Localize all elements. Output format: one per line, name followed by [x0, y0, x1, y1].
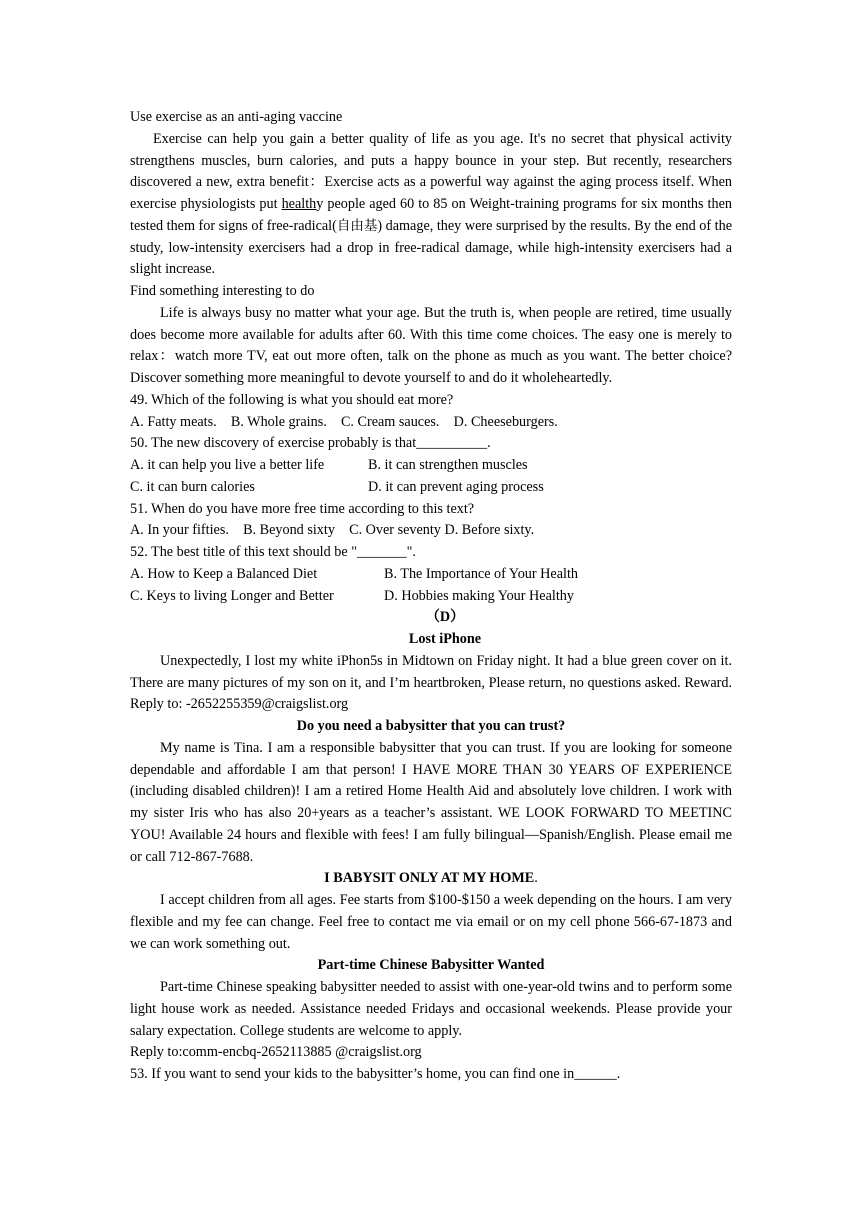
question-51-options: A. In your fifties. B. Beyond sixty C. Over seventy D. Before sixty. [130, 522, 535, 539]
part-d-label: （D） [425, 609, 465, 626]
ad-babysitter-trust-body: My name is Tina. I am a responsible babysitter that you can trust. If you are looking for someone dependable and affordable I am that person! I HAVE MORE THAN 30 YEARS OF EXPERIENCE (including disabled children)! I am a retired Home Health Aid and absolutely love children. I work with my sister Iris who has also 20+years as a teacher’s assistant. WE LOOK FORWARD TO MEETINC YOU! Available 24 hours and flexible with fees! I am fully bilingual—Spanish/English. Please email me or call 712-867-7688. [130, 739, 732, 865]
healthy-underlined: health [281, 196, 317, 212]
question-53-stem: 53. If you want to send your kids to the babysitter’s home, you can find one in______. [130, 1066, 621, 1082]
question-52-option-b: B. The Importance of Your Health [384, 565, 578, 582]
ad-babysit-home-body: I accept children from all ages. Fee starts from $100-$150 a week depending on the hours. I am very flexible and my fee can change. Feel free to contact me via email or on my cell phone 566-67-1873 and we can work something out. [130, 892, 732, 952]
question-52-option-a: A. How to Keep a Balanced Diet [130, 565, 318, 582]
question-49-options: A. Fatty meats. B. Whole grains. C. Cream sauces. D. Cheeseburgers. [130, 413, 558, 430]
ad-lost-iphone-title: Lost iPhone [408, 631, 482, 647]
question-50-options-row2 [130, 477, 732, 499]
paragraph-vaccine-part1: Exercise can help you gain a better quality of life as you age. It's no secret that physical activity strengthens muscles, burn calories, and puts a happy bounce in your step. But recently, researchers discovered a new, extra benefit：Exercise acts as a powerful way against the aging process itself. When exercise physiologists put [130, 130, 732, 212]
question-50-option-a: A. it can help you live a better life [130, 457, 325, 473]
ad-babysit-home-title-line [130, 868, 732, 890]
paragraph-interesting: Life is always busy no matter what your age. But the truth is, when people are retired, time usually does become more available for adults after 60. With this time come choices. The easy one is merely to relax：watch more TV, eat out more often, talk on the phone as much as you want. The better choice? Discover something more meaningful to devote yourself to and do it wholeheartedly. [130, 304, 732, 386]
question-50-stem: 50. The new discovery of exercise probably is that__________. [130, 435, 491, 452]
ad-chinese-babysitter-title: Part-time Chinese Babysitter Wanted [317, 957, 545, 974]
section-heading-vaccine: Use exercise as an anti-aging vaccine [130, 109, 343, 125]
question-52-options-row1 [130, 564, 732, 586]
paragraph-vaccine-part2: y people aged 60 to 85 on Weight-training programs for six months then tested them for signs of free-radical( [130, 196, 732, 234]
section-heading-interesting: Find something interesting to do [130, 283, 315, 299]
chinese-term: 自由基 [336, 217, 378, 234]
ad-babysit-home-title: I BABYSIT ONLY AT MY HOME [324, 870, 535, 887]
question-50-option-c: C. it can burn calories [130, 478, 255, 495]
question-50-option-b: B. it can strengthen muscles [368, 457, 528, 473]
question-52-option-c: C. Keys to living Longer and Better [130, 587, 334, 604]
ad-babysitter-trust-title: Do you need a babysitter that you can trust? [296, 718, 566, 734]
ad-chinese-babysitter-reply: Reply to:comm-encbq-2652113885 @craigslist.org [130, 1044, 422, 1061]
question-49-stem: 49. Which of the following is what you should eat more? [130, 391, 454, 408]
question-51-stem: 51. When do you have more free time according to this text? [130, 500, 475, 517]
paragraph-vaccine [130, 129, 732, 281]
question-50-options-row1 [130, 455, 732, 477]
ad-lost-iphone-body: Unexpectedly, I lost my white iPhon5s in Midtown on Friday night. It had a blue green cover on it. There are many pictures of my son on it, and I’m heartbroken, Please return, no questions asked. Reward. Reply to: -2652255359@craigslist.org [130, 652, 732, 713]
ad-chinese-babysitter-body: Part-time Chinese speaking babysitter needed to assist with one-year-old twins and to perform some light house work as needed. Assistance needed Fridays and occasional weekends. Please provide your salary expectation. College students are welcome to apply. [130, 979, 732, 1039]
paragraph-vaccine-part3: ) damage, they were surprised by the results. By the end of the study, low-intensity exercisers had a drop in free-radical damage, while high-intensity exercisers had a slight increase. [130, 217, 732, 278]
document-page [130, 107, 732, 1086]
question-52-stem: 52. The best title of this text should be "_______". [130, 544, 416, 560]
question-52-option-d: D. Hobbies making Your Healthy [384, 587, 574, 604]
ad-babysit-home-title-period: . [534, 870, 538, 887]
question-50-option-d: D. it can prevent aging process [368, 478, 544, 495]
question-52-options-row2 [130, 586, 732, 608]
